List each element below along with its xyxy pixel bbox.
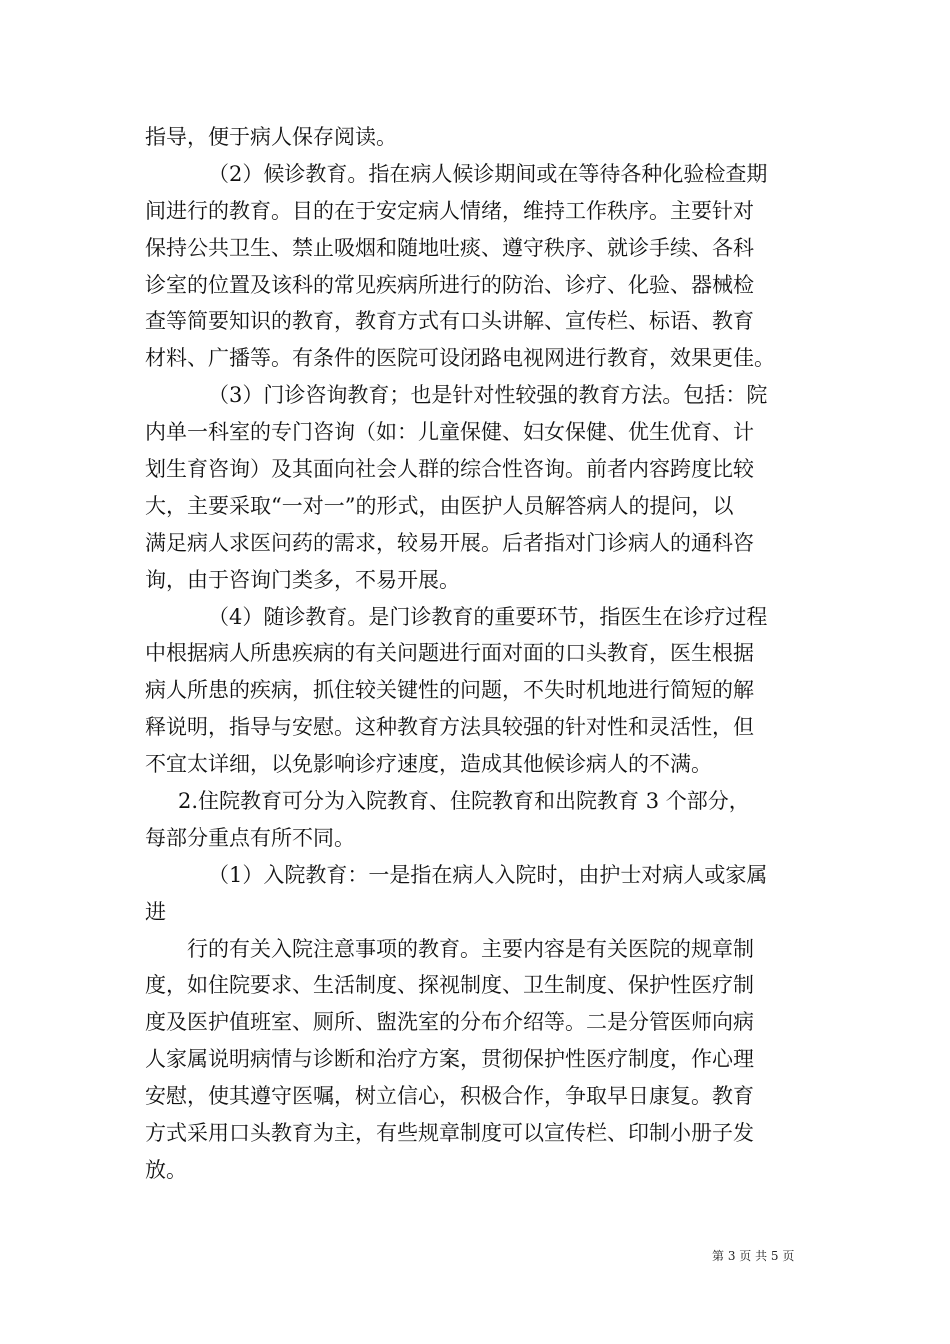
text-line: 进 [145, 899, 166, 924]
text-line: 2.住院教育可分为入院教育、住院教育和出院教育 3 个部分， [178, 789, 750, 814]
text-line: （4）随诊教育。是门诊教育的重要环节，指医生在诊疗过程 [208, 604, 768, 629]
text-line: 行的有关入院注意事项的教育。主要内容是有关医院的规章制 [187, 936, 754, 961]
text-line: 间进行的教育。目的在于安定病人情绪，维持工作秩序。主要针对 [145, 198, 754, 223]
text-line: 满足病人求医问药的需求，较易开展。后者指对门诊病人的通科咨 [145, 530, 754, 555]
text-line: 指导，便于病人保存阅读。 [145, 125, 397, 149]
text-line: 人家属说明病情与诊断和治疗方案，贯彻保护性医疗制度，作心理 [145, 1047, 754, 1072]
page-number: 第 3 页 共 5 页 [712, 1249, 795, 1263]
text-line: 方式采用口头教育为主，有些规章制度可以宣传栏、印制小册子发 [145, 1121, 754, 1146]
text-line: （3）门诊咨询教育；也是针对性较强的教育方法。包括：院 [208, 383, 768, 408]
text-line: 中根据病人所患疾病的有关问题进行面对面的口头教育，医生根据 [145, 641, 754, 666]
text-line: 病人所患的疾病，抓住较关键性的问题，不失时机地进行简短的解 [145, 678, 754, 703]
text-line: （2）候诊教育。指在病人候诊期间或在等待各种化验检查期 [208, 161, 768, 186]
text-line: 保持公共卫生、禁止吸烟和随地吐痰、遵守秩序、就诊手续、各科 [145, 235, 754, 260]
text-line: 每部分重点有所不同。 [145, 825, 355, 850]
text-line: 大，主要采取“一对一”的形式，由医护人员解答病人的提问，以 [145, 493, 734, 518]
text-line: 查等简要知识的教育，教育方式有口头讲解、宣传栏、标语、教育 [145, 309, 754, 334]
text-line: 度，如住院要求、生活制度、探视制度、卫生制度、保护性医疗制 [145, 973, 754, 998]
text-line: 安慰，使其遵守医嘱，树立信心，积极合作，争取早日康复。教育 [145, 1084, 754, 1109]
text-line: 度及医护值班室、厕所、盥洗室的分布介绍等。二是分管医师向病 [145, 1010, 754, 1035]
text-line: 内单一科室的专门咨询（如：儿童保健、妇女保健、优生优育、计 [145, 420, 754, 445]
text-line: 不宜太详细，以免影响诊疗速度，造成其他候诊病人的不满。 [145, 752, 712, 777]
text-line: （1）入院教育：一是指在病人入院时，由护士对病人或家属 [208, 862, 768, 887]
text-line: 放。 [145, 1157, 187, 1182]
text-line: 诊室的位置及该科的常见疾病所进行的防治、诊疗、化验、器械检 [145, 272, 754, 297]
body-text [145, 119, 810, 1189]
text-line: 释说明，指导与安慰。这种教育方法具较强的针对性和灵活性，但 [145, 715, 754, 740]
text-line: 材料、广播等。有条件的医院可设闭路电视网进行教育，效果更佳。 [145, 346, 775, 371]
text-line: 询，由于咨询门类多，不易开展。 [145, 567, 460, 592]
text-line: 划生育咨询）及其面向社会人群的综合性咨询。前者内容跨度比较 [145, 457, 754, 482]
